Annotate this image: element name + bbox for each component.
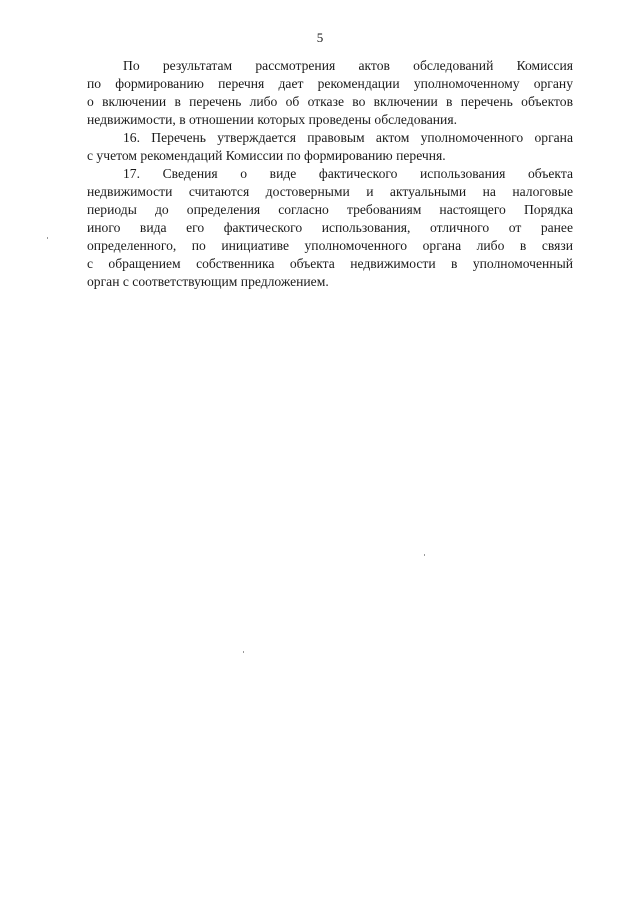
text-line: периоды до определения согласно требованиям настоящего Порядка [87, 202, 573, 217]
text-line: 16. Перечень утверждается правовым актом уполномоченного органа [123, 130, 573, 145]
text-line: о включении в перечень либо об отказе во включении в перечень объектов [87, 94, 573, 109]
text-line: недвижимости считаются достоверными и актуальными на налоговые [87, 184, 573, 199]
scan-speck [424, 554, 425, 556]
text-line: недвижимости, в отношении которых проведены обследования. [87, 112, 457, 127]
text-line: орган с соответствующим предложением. [87, 274, 329, 289]
paragraph-16 [87, 129, 573, 165]
text-line: по формированию перечня дает рекомендации уполномоченному органу [87, 76, 573, 91]
paragraph-review-results [87, 57, 573, 129]
text-line: По результатам рассмотрения актов обследований Комиссия [123, 58, 573, 73]
scan-speck [243, 651, 244, 653]
text-line: с учетом рекомендаций Комиссии по формированию перечня. [87, 148, 446, 163]
text-line: с обращением собственника объекта недвижимости в уполномоченный [87, 256, 573, 271]
text-line: иного вида его фактического использования, отличного от ранее [87, 220, 573, 235]
document-body [87, 57, 573, 291]
paragraph-17 [87, 165, 573, 291]
page-number: 5 [316, 30, 324, 45]
text-line: 17. Сведения о виде фактического использования объекта [123, 166, 573, 181]
scan-speck [47, 237, 48, 239]
text-line: определенного, по инициативе уполномоченного органа либо в связи [87, 238, 573, 253]
